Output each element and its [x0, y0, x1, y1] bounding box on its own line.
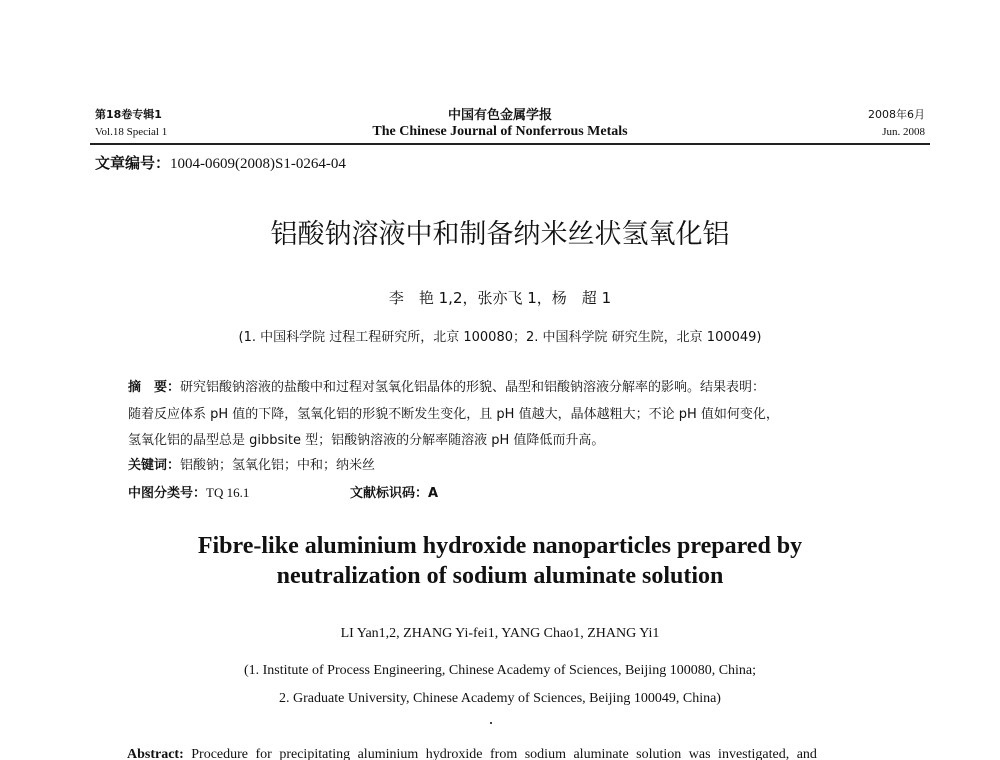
doc-code-value: A [428, 486, 439, 501]
header-rule [90, 143, 930, 145]
journal-zh: 中国有色金属学报 [447, 108, 552, 123]
title-en-line-2: neutralization of sodium aluminate solution [276, 563, 724, 589]
classification [128, 482, 249, 501]
document-code [350, 482, 438, 501]
abstract-zh-line: 氢氧化铝的晶型总是 gibbsite 型；铝酸钠溶液的分解率随溶液 pH 值降低而升高。 [128, 433, 605, 448]
journal-en: The Chinese Journal of Nonferrous Metals [372, 124, 628, 139]
article-number [95, 152, 346, 173]
volume-zh: 第18卷专辑1 [95, 108, 162, 121]
keywords-label: 关键词： [128, 458, 181, 473]
date-zh: 2008年6月 [868, 108, 925, 121]
keywords-value: 铝酸钠；氢氧化铝；中和；纳米丝 [180, 458, 376, 473]
clc-label: 中图分类号： [128, 486, 207, 501]
affiliation-en-2: 2. Graduate University, Chinese Academy of Sciences, Beijing 100049, China) [279, 691, 721, 706]
authors-zh: 李 艳 1,2，张亦飞 1，杨 超 1 [388, 289, 612, 307]
date-en: Jun. 2008 [882, 126, 925, 138]
abstract-zh-line: 随着反应体系 pH 值的下降，氢氧化铝的形貌不断发生变化，且 pH 值越大，晶体越粗大；不论 pH 值如何变化， [128, 407, 779, 422]
doc-code-label: 文献标识码： [350, 486, 429, 501]
abstract-en-label: Abstract: [127, 747, 184, 760]
affiliation-en-1: (1. Institute of Process Engineering, Chinese Academy of Sciences, Beijing 100080, China; [243, 663, 757, 678]
affiliation-zh: (1. 中国科学院 过程工程研究所，北京 100080；2. 中国科学院 研究生院，北京 100049) [238, 330, 762, 345]
title-zh: 铝酸钠溶液中和制备纳米丝状氢氧化铝 [270, 219, 730, 250]
abstract-en-text: Procedure for precipitating aluminium hydroxide from sodium aluminate solution was investigated, and [191, 747, 817, 760]
authors-en: LI Yan1,2, ZHANG Yi-fei1, YANG Chao1, ZHANG Yi1 [340, 626, 660, 641]
keywords-zh [128, 454, 375, 473]
article-number-value: 1004-0609(2008)S1-0264-04 [170, 156, 346, 172]
stray-dot [490, 722, 492, 724]
clc-value: TQ 16.1 [206, 485, 250, 500]
abstract-zh-text: 研究铝酸钠溶液的盐酸中和过程对氢氧化铝晶体的形貌、晶型和铝酸钠溶液分解率的影响。结果表明： [180, 380, 766, 395]
article-number-label: 文章编号： [95, 154, 171, 172]
abstract-zh-line [128, 376, 765, 395]
title-en-line-1: Fibre-like aluminium hydroxide nanoparticles prepared by [197, 533, 803, 559]
abstract-zh-label: 摘 要： [128, 380, 181, 395]
abstract-en [127, 747, 817, 760]
volume-en: Vol.18 Special 1 [95, 126, 168, 138]
